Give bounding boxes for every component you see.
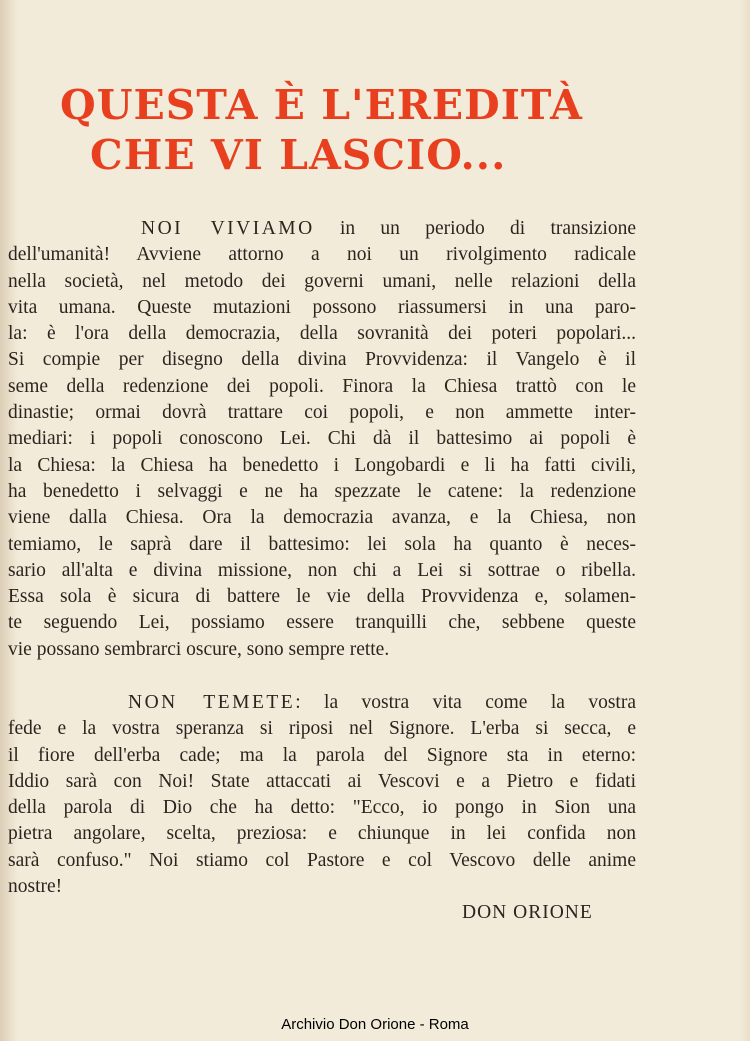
paragraph-1-line: la: è l'ora della democrazia, della sovranità dei poteri popolari... — [8, 323, 636, 345]
paragraph-1-line: mediari: i popoli conoscono Lei. Chi dà il battesimo ai popoli è — [8, 428, 636, 450]
paragraph-2-line: NON TEMETE: la vostra vita come la vostra — [128, 692, 636, 713]
paragraph-1-line: la Chiesa: la Chiesa ha benedetto i Longobardi e li ha fatti civili, — [8, 454, 636, 476]
paragraph-1 — [8, 216, 636, 663]
paragraph-1-line: dinastie; ormai dovrà trattare coi popoli, e non ammette inter- — [8, 402, 636, 424]
paragraph-2-line: il fiore dell'erba cade; ma la parola del Signore sta in eterno: — [8, 744, 636, 766]
archive-footer: Archivio Don Orione - Roma — [281, 1016, 469, 1033]
paragraph-1-lead: NOI VIVIAMO — [141, 218, 315, 239]
paragraph-2-line: della parola di Dio che ha detto: "Ecco, io pongo in Sion una — [8, 797, 636, 819]
paragraph-1-line: sario all'alta e divina missione, non chi a Lei si sottrae o ribella. — [8, 559, 636, 581]
page-title — [60, 80, 700, 180]
paragraph-1-line: nella società, nel metodo dei governi umani, nelle relazioni della — [8, 270, 636, 292]
title-line-1: QUESTA È L'EREDITÀ — [60, 81, 583, 129]
paragraph-1-line: ha benedetto i selvaggi e ne ha spezzate le catene: la redenzione — [8, 480, 636, 502]
paragraph-1-line: temiamo, le saprà dare il battesimo: lei sola ha quanto è neces- — [8, 533, 636, 555]
paragraph-2 — [8, 690, 636, 900]
signature: DON ORIONE — [462, 902, 593, 923]
paragraph-1-line: seme della redenzione dei popoli. Finora la Chiesa trattò con le — [8, 375, 636, 397]
paragraph-2-line: sarà confuso." Noi stiamo col Pastore e col Vescovo delle anime — [8, 849, 636, 871]
title-line-2: CHE VI LASCIO... — [90, 131, 507, 179]
paragraph-1-line: viene dalla Chiesa. Ora la democrazia avanza, e la Chiesa, non — [8, 507, 636, 529]
paragraph-2-line: nostre! — [8, 876, 63, 898]
paragraph-1-line: dell'umanità! Avviene attorno a noi un rivolgimento radicale — [8, 244, 636, 266]
paragraph-1-line: vita umana. Queste mutazioni possono riassumersi in una paro- — [8, 296, 636, 318]
paragraph-1-line: te seguendo Lei, possiamo essere tranquilli che, sebbene queste — [8, 612, 636, 634]
paragraph-2-line: fede e la vostra speranza si riposi nel Signore. L'erba si secca, e — [8, 718, 636, 740]
paragraph-1-line: NOI VIVIAMO in un periodo di transizione — [141, 218, 637, 239]
paragraph-2-line: pietra angolare, scelta, preziosa: e chiunque in lei confida non — [8, 823, 636, 845]
paragraph-1-line: Si compie per disegno della divina Provvidenza: il Vangelo è il — [8, 349, 636, 371]
paragraph-2-line: Iddio sarà con Noi! State attaccati ai Vescovi e a Pietro e fidati — [8, 770, 636, 792]
paragraph-1-line: Essa sola è sicura di battere le vie della Provvidenza e, solamen- — [8, 586, 636, 608]
paragraph-1-line: vie possano sembrarci oscure, sono sempre rette. — [8, 638, 390, 660]
paragraph-2-lead: NON TEMETE — [128, 692, 296, 713]
